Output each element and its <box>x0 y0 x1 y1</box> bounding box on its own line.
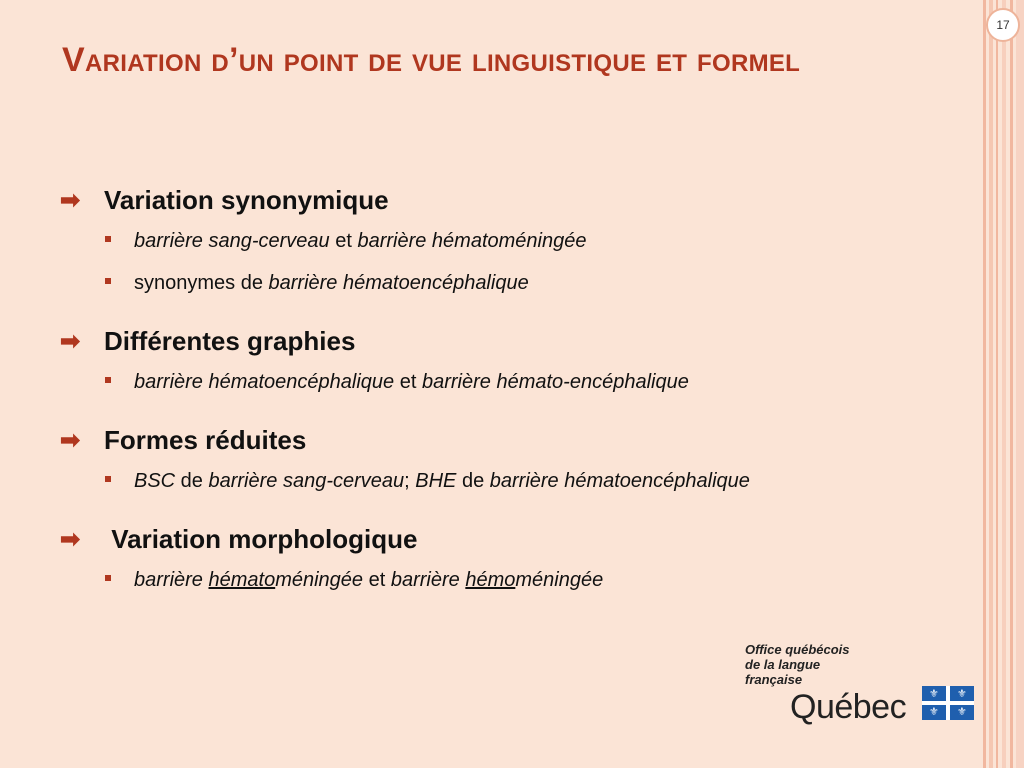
text-segment: méningée <box>515 568 604 591</box>
decor-stripe <box>983 0 986 768</box>
logo-org-line: de la langue <box>745 657 821 672</box>
square-bullet-icon <box>105 476 111 482</box>
sub-bullet-item <box>60 559 970 601</box>
square-bullet-icon <box>105 377 111 383</box>
text-segment: hémato <box>208 568 276 591</box>
section-heading <box>60 321 970 361</box>
text-segment: de <box>456 469 490 492</box>
text-segment: hémo <box>465 568 516 591</box>
text-segment: méningée <box>275 568 364 591</box>
curved-arrow-bullet-icon: ➡ <box>60 186 81 214</box>
sub-bullet-text <box>134 470 750 493</box>
text-segment: de <box>175 469 209 492</box>
section-heading <box>60 519 970 559</box>
slide-title: Variation d’un point de vue linguistique et formel <box>62 41 801 79</box>
text-segment: BHE <box>415 469 457 492</box>
oqlf-quebec-logo <box>740 642 980 732</box>
decor-stripe <box>1002 0 1006 768</box>
decor-stripe <box>989 0 993 768</box>
sub-bullet-item <box>60 262 970 304</box>
curved-arrow-bullet-icon: ➡ <box>60 525 81 553</box>
logo-org-line: Office québécois <box>745 642 850 657</box>
text-segment: synonymes de <box>134 271 269 294</box>
sub-bullet-item <box>60 460 970 502</box>
section-heading <box>60 420 970 460</box>
sub-bullet-item <box>60 361 970 403</box>
section <box>60 420 970 502</box>
section <box>60 180 970 304</box>
section-heading-text: Variation morphologique <box>104 523 418 554</box>
logo-wordmark: Québec <box>790 688 907 726</box>
text-segment: barrière hématoencéphalique <box>489 469 750 492</box>
sub-bullet-item <box>60 220 970 262</box>
section-heading-text: Variation synonymique <box>104 184 389 215</box>
text-segment: barrière hématoencéphalique <box>134 370 395 393</box>
text-segment: barrière sang-cerveau <box>208 469 405 492</box>
curved-arrow-bullet-icon: ➡ <box>60 426 81 454</box>
sub-bullet-text <box>134 569 603 592</box>
square-bullet-icon <box>105 575 111 581</box>
section-heading <box>60 180 970 220</box>
section-heading-text: Formes réduites <box>104 424 307 455</box>
sub-bullet-text <box>134 230 586 253</box>
logo-org-line: française <box>745 672 803 687</box>
text-segment: et <box>363 568 391 591</box>
square-bullet-icon <box>105 278 111 284</box>
decor-stripe <box>996 0 998 768</box>
section <box>60 321 970 403</box>
text-segment: barrière <box>390 568 466 591</box>
section <box>60 519 970 601</box>
curved-arrow-bullet-icon: ➡ <box>60 327 81 355</box>
square-bullet-icon <box>105 236 111 242</box>
text-segment: barrière hématoencéphalique <box>268 271 529 294</box>
text-segment: barrière hématoméningée <box>357 229 587 252</box>
decor-stripe <box>1010 0 1013 768</box>
text-segment: barrière sang-cerveau <box>134 229 330 252</box>
slide-content <box>60 180 970 618</box>
fleurdelise-flag-icon: ⚜ ⚜ ⚜ ⚜ <box>922 686 974 720</box>
slide-number-badge: 17 <box>986 8 1020 42</box>
sub-bullet-text <box>134 371 689 394</box>
text-segment: barrière <box>134 568 209 591</box>
logo-org-name <box>745 642 850 687</box>
text-segment: et <box>329 229 358 252</box>
text-segment: BSC <box>134 469 176 492</box>
section-heading-text: Différentes graphies <box>104 325 356 356</box>
sub-bullet-text <box>134 272 529 295</box>
text-segment: et <box>394 370 422 393</box>
text-segment: ; <box>404 469 416 492</box>
text-segment: barrière hémato-encéphalique <box>421 370 689 393</box>
decor-stripe <box>1016 0 1024 768</box>
